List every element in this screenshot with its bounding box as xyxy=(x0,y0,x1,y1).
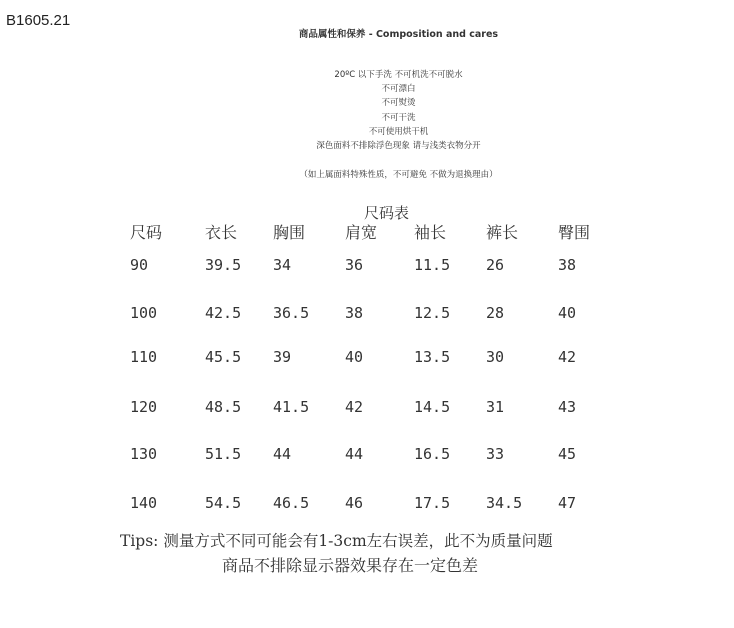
cell-shoulder: 40 xyxy=(345,348,364,366)
cell-shoulder: 36 xyxy=(345,256,364,274)
cell-hip: 40 xyxy=(558,304,577,322)
header-hip: 臀围 xyxy=(558,223,591,242)
cell-pants-length: 28 xyxy=(486,304,505,322)
cell-shoulder: 38 xyxy=(345,304,364,322)
header-chest: 胸围 xyxy=(273,223,306,242)
cell-hip: 42 xyxy=(558,348,577,366)
care-line: 不可漂白 xyxy=(381,84,416,95)
cell-shoulder: 42 xyxy=(345,398,364,416)
cell-pants-length: 31 xyxy=(486,398,505,416)
cell-pants-length: 26 xyxy=(486,256,505,274)
cell-shoulder: 44 xyxy=(345,445,364,463)
composition-heading: 商品属性和保养 - Composition and cares xyxy=(298,29,499,40)
cell-sleeve: 12.5 xyxy=(414,304,451,322)
cell-size: 120 xyxy=(130,398,158,416)
care-instructions xyxy=(0,68,734,153)
cell-shoulder: 46 xyxy=(345,494,364,512)
cell-sleeve: 13.5 xyxy=(414,348,451,366)
fabric-note: （如上属面料特殊性质，不可避免 不做为退换理由） xyxy=(299,170,498,180)
care-line: 不可使用烘干机 xyxy=(368,126,429,137)
cell-chest: 36.5 xyxy=(273,304,310,322)
cell-length: 45.5 xyxy=(205,348,242,366)
cell-size: 100 xyxy=(130,304,158,322)
cell-length: 51.5 xyxy=(205,445,242,463)
header-sleeve: 袖长 xyxy=(414,223,447,242)
size-table-title: 尺码表 xyxy=(364,204,410,222)
header-size: 尺码 xyxy=(130,223,163,242)
cell-length: 39.5 xyxy=(205,256,242,274)
header-shoulder: 肩宽 xyxy=(345,223,378,242)
cell-size: 90 xyxy=(130,256,149,274)
care-line: 20ºC 以下手洗 不可机洗不可脱水 xyxy=(334,70,463,80)
header-pants-length: 裤长 xyxy=(486,223,519,242)
cell-hip: 45 xyxy=(558,445,577,463)
cell-chest: 39 xyxy=(273,348,292,366)
header-length: 衣长 xyxy=(205,223,238,242)
cell-length: 54.5 xyxy=(205,494,242,512)
cell-chest: 41.5 xyxy=(273,398,310,416)
cell-sleeve: 16.5 xyxy=(414,445,451,463)
cell-pants-length: 33 xyxy=(486,445,505,463)
cell-sleeve: 17.5 xyxy=(414,494,451,512)
cell-length: 42.5 xyxy=(205,304,242,322)
cell-hip: 47 xyxy=(558,494,577,512)
cell-sleeve: 11.5 xyxy=(414,256,451,274)
cell-hip: 38 xyxy=(558,256,577,274)
care-line: 不可干洗 xyxy=(381,112,416,123)
cell-chest: 44 xyxy=(273,445,292,463)
tips-line-2: 商品不排除显示器效果存在一定色差 xyxy=(222,556,479,575)
cell-size: 130 xyxy=(130,445,158,463)
cell-pants-length: 34.5 xyxy=(486,494,523,512)
cell-sleeve: 14.5 xyxy=(414,398,451,416)
cell-size: 110 xyxy=(130,348,158,366)
tips-line-1: Tips: 测量方式不同可能会有1-3cm左右误差，此不为质量问题 xyxy=(120,532,553,550)
cell-pants-length: 30 xyxy=(486,348,505,366)
cell-chest: 46.5 xyxy=(273,494,310,512)
care-line: 不可熨烫 xyxy=(381,98,416,109)
product-code: B1605.21 xyxy=(6,12,71,29)
cell-size: 140 xyxy=(130,494,158,512)
care-line: 深色面料不排除浮色现象 请与浅类衣物分开 xyxy=(316,141,481,152)
cell-hip: 43 xyxy=(558,398,577,416)
cell-length: 48.5 xyxy=(205,398,242,416)
cell-chest: 34 xyxy=(273,256,292,274)
